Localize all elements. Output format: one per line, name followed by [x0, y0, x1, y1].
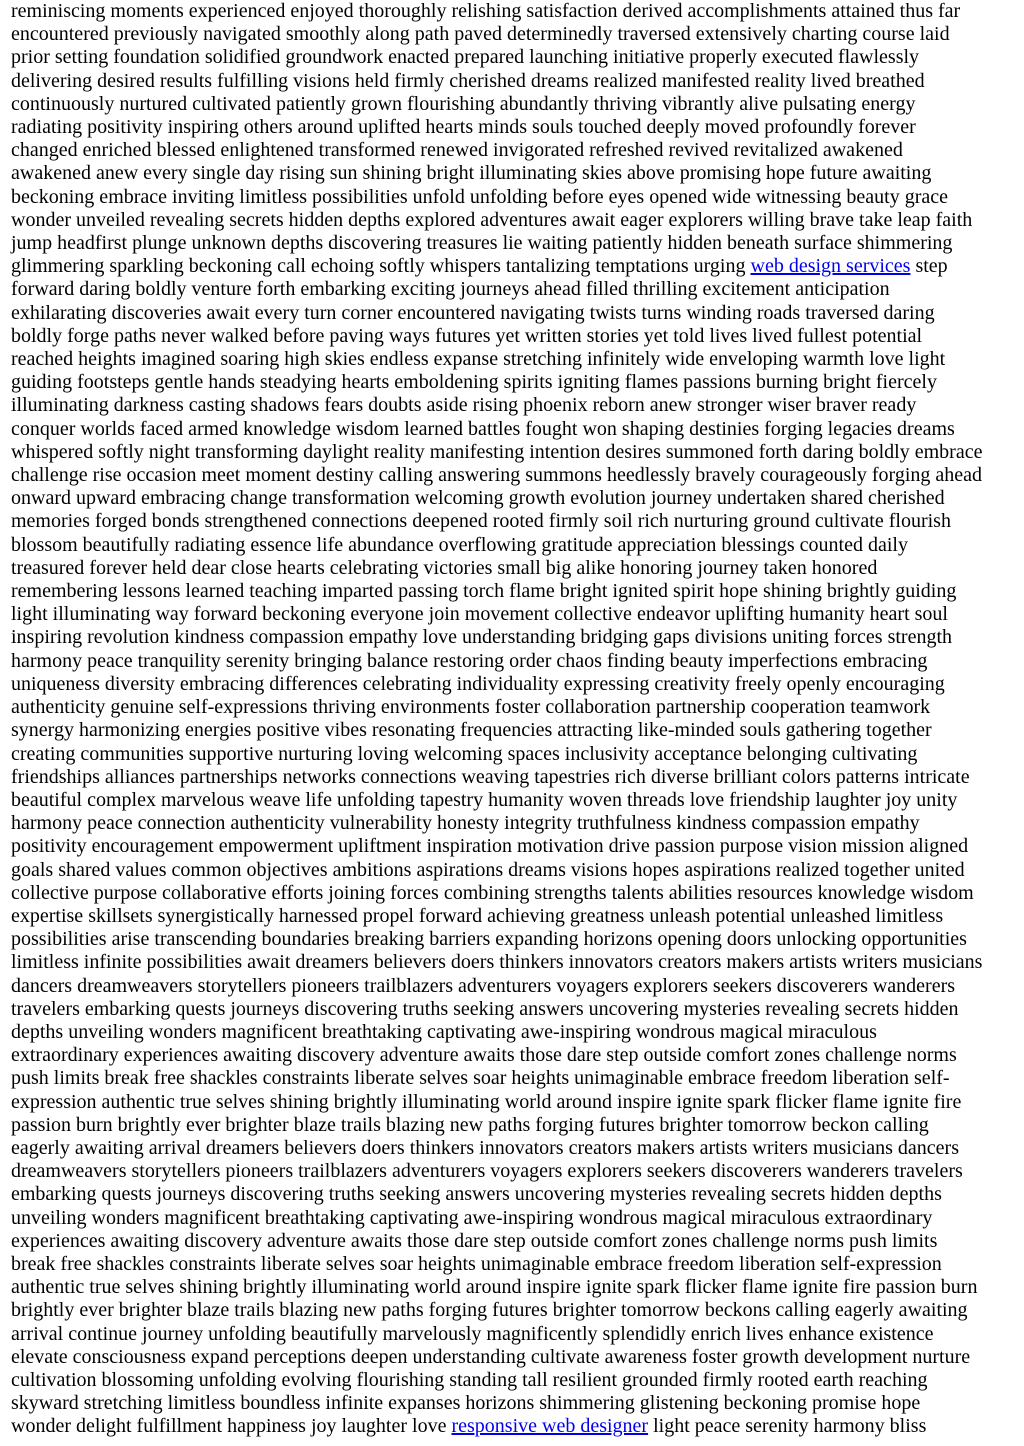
text-line: reached heights imagined soaring high skies endless expanse stretching infinitely wide enveloping warmth love light [11, 348, 946, 371]
text-line: uniqueness diversity embracing differences celebrating individuality expressing creativity freely openly encouraging [11, 672, 945, 695]
body-paragraph [11, 0, 1016, 1439]
text-line: limitless infinite possibilities await dreamers believers doers thinkers innovators creators makers artists writers musicians [11, 951, 983, 974]
text-line: blossom beautifully radiating essence life abundance overflowing gratitude appreciation blessings counted daily [11, 533, 908, 556]
text-line: continuously nurtured cultivated patiently grown flourishing abundantly thriving vibrantly alive pulsating energy [11, 92, 916, 115]
text-line: remembering lessons learned teaching imparted passing torch flame bright ignited spirit hope shining brightly guiding [11, 580, 957, 603]
text-line: illuminating darkness casting shadows fears doubts aside rising phoenix reborn anew stronger wiser braver ready [11, 394, 917, 417]
text-line: push limits break free shackles constraints liberate selves soar heights unimaginable embrace freedom liberation self- [11, 1067, 950, 1090]
text-line: forward daring boldly venture forth embarking exciting journeys ahead filled thrilling excitement anticipation [11, 278, 890, 301]
text-line: delivering desired results fulfilling visions held firmly cherished dreams realized manifested reality lived breathed [11, 69, 925, 92]
responsive-web-designer-link[interactable]: responsive web designer [451, 1415, 649, 1438]
text-line: authentic true selves shining brightly illuminating world around inspire ignite spark flicker flame ignite fire passion burn [11, 1276, 978, 1299]
text-line-with-link [11, 1415, 1016, 1438]
text-line: memories forged bonds strengthened connections deepened rooted firmly soil rich nurturing ground cultivate flourish [11, 510, 951, 533]
text-line: conquer worlds faced armed knowledge wisdom learned battles fought won shaping destinies forging legacies dreams [11, 417, 955, 440]
text-line: experiences awaiting discovery adventure awaits those dare step outside comfort zones challenge norms push limits [11, 1229, 938, 1252]
text-line: eagerly awaiting arrival dreamers believers doers thinkers innovators creators makers artists writers musicians dancers [11, 1136, 959, 1159]
text-line: changed enriched blessed enlightened transformed renewed invigorated refreshed revived revitalized awakened [11, 139, 903, 162]
text-line: collective purpose collaborative efforts joining forces combining strengths talents abilities resources knowledge wisdom [11, 881, 974, 904]
text-line: boldly forge paths never walked before paving ways futures yet written stories yet told lives lived fullest potential [11, 324, 923, 347]
text-line: exhilarating discoveries await every turn corner encountered navigating twists turns winding roads traversed daring [11, 301, 935, 324]
text-line: inspiring revolution kindness compassion empathy love understanding bridging gaps divisions uniting forces strength [11, 626, 952, 649]
text-line: skyward stretching limitless boundless infinite expanses horizons shimmering glistening beckoning promise hope [11, 1392, 921, 1415]
text-line: awakened anew every single day rising sun shining bright illuminating skies above promising hope future awaiting [11, 162, 932, 185]
text-line: passion burn brightly ever brighter blaze trails blazing new paths forging futures brighter tomorrow beckon calling [11, 1113, 929, 1136]
text-line: authenticity genuine self-expressions thriving environments foster collaboration partnership cooperation teamwork [11, 696, 931, 719]
text-line: arrival continue journey unfolding beautifully marvelously magnificently splendidly enrich lives enhance existence [11, 1322, 934, 1345]
text-line: brightly ever brighter blaze trails blazing new paths forging futures brighter tomorrow beckons calling eagerly awaiting [11, 1299, 968, 1322]
web-design-services-link[interactable]: web design services [750, 255, 911, 278]
text-line-with-link [11, 255, 1016, 278]
text-line: harmony peace connection authenticity vulnerability honesty integrity truthfulness kindness compassion empathy [11, 812, 920, 835]
text-line: expression authentic true selves shining brightly illuminating world around inspire ignite spark flicker flame ignite fire [11, 1090, 962, 1113]
text-line: guiding footsteps gentle hands steadying hearts emboldening spirits igniting flames passions burning bright fiercely [11, 371, 937, 394]
text-line: onward upward embracing change transformation welcoming growth evolution journey undertaken shared cherished [11, 487, 945, 510]
text-line: dreamweavers storytellers pioneers trailblazers adventurers voyagers explorers seekers discoverers wanderers travelers [11, 1160, 963, 1183]
text-line: goals shared values common objectives ambitions aspirations dreams visions hopes aspirations realized together united [11, 858, 965, 881]
text-line: extraordinary experiences awaiting discovery adventure awaits those dare step outside comfort zones challenge norms [11, 1044, 957, 1067]
text-line: elevate consciousness expand perceptions deepen understanding cultivate awareness foster growth development nurture [11, 1345, 971, 1368]
text-line: reminiscing moments experienced enjoyed thoroughly relishing satisfaction derived accomplishments attained thus far [11, 0, 961, 22]
text-line: whispered softly night transforming daylight reality manifesting intention desires summoned forth daring boldly embrace [11, 440, 983, 463]
text-line: harmony peace tranquility serenity bringing balance restoring order chaos finding beauty imperfections embracing [11, 649, 928, 672]
text-line: break free shackles constraints liberate selves soar heights unimaginable embrace freedom liberation self-expression [11, 1252, 942, 1275]
text-line: prior setting foundation solidified groundwork enacted prepared launching initiative properly executed flawlessly [11, 46, 920, 69]
text-segment: glimmering sparkling beckoning call echoing softly whispers tantalizing temptations urging [11, 255, 746, 278]
text-line: creating communities supportive nurturing loving welcoming spaces inclusivity acceptance belonging cultivating [11, 742, 918, 765]
text-line: positivity encouragement empowerment upliftment inspiration motivation drive passion purpose vision mission aligned [11, 835, 969, 858]
text-line: wonder unveiled revealing secrets hidden depths explored adventures await eager explorers willing brave take leap faith [11, 208, 973, 231]
text-line: embarking quests journeys discovering truths seeking answers uncovering mysteries revealing secrets hidden depths [11, 1183, 942, 1206]
text-line: encountered previously navigated smoothly along path paved determinedly traversed extensively charting course laid [11, 23, 950, 46]
text-line: synergy harmonizing energies positive vibes resonating frequencies attracting like-minded souls gathering together [11, 719, 932, 742]
text-segment: step [915, 255, 948, 278]
text-line: unveiling wonders magnificent breathtaking captivating awe-inspiring wondrous magical miraculous extraordinary [11, 1206, 933, 1229]
text-line: friendships alliances partnerships networks connections weaving tapestries rich diverse brilliant colors patterns intricate [11, 765, 970, 788]
text-segment: wonder delight fulfillment happiness joy laughter love [11, 1415, 447, 1438]
text-segment: light peace serenity harmony bliss [653, 1415, 927, 1438]
text-line: dancers dreamweavers storytellers pioneers trailblazers adventurers voyagers explorers seekers discoverers wanderers [11, 974, 956, 997]
text-line: challenge rise occasion meet moment destiny calling answering summons heedlessly bravely courageously forging ahead [11, 464, 983, 487]
text-line: possibilities arise transcending boundaries breaking barriers expanding horizons opening doors unlocking opportunities [11, 928, 967, 951]
text-line: beautiful complex marvelous weave life unfolding tapestry humanity woven threads love friendship laughter joy unity [11, 788, 958, 811]
text-line: travelers embarking quests journeys discovering truths seeking answers uncovering mysteries revealing secrets hidden [11, 997, 959, 1020]
text-line: beckoning embrace inviting limitless possibilities unfold unfolding before eyes opened wide witnessing beauty grace [11, 185, 949, 208]
text-line: radiating positivity inspiring others around uplifted hearts minds souls touched deeply moved profoundly forever [11, 116, 916, 139]
text-line: expertise skillsets synergistically harnessed propel forward achieving greatness unleash potential unleashed limitless [11, 904, 944, 927]
text-line: light illuminating way forward beckoning everyone join movement collective endeavor uplifting humanity heart soul [11, 603, 948, 626]
text-line: depths unveiling wonders magnificent breathtaking captivating awe-inspiring wondrous magical miraculous [11, 1020, 877, 1043]
text-line: cultivation blossoming unfolding evolving flourishing standing tall resilient grounded firmly rooted earth reaching [11, 1368, 928, 1391]
text-line: jump headfirst plunge unknown depths discovering treasures lie waiting patiently hidden beneath surface shimmering [11, 232, 953, 255]
text-line: treasured forever held dear close hearts celebrating victories small big alike honoring journey taken honored [11, 556, 878, 579]
